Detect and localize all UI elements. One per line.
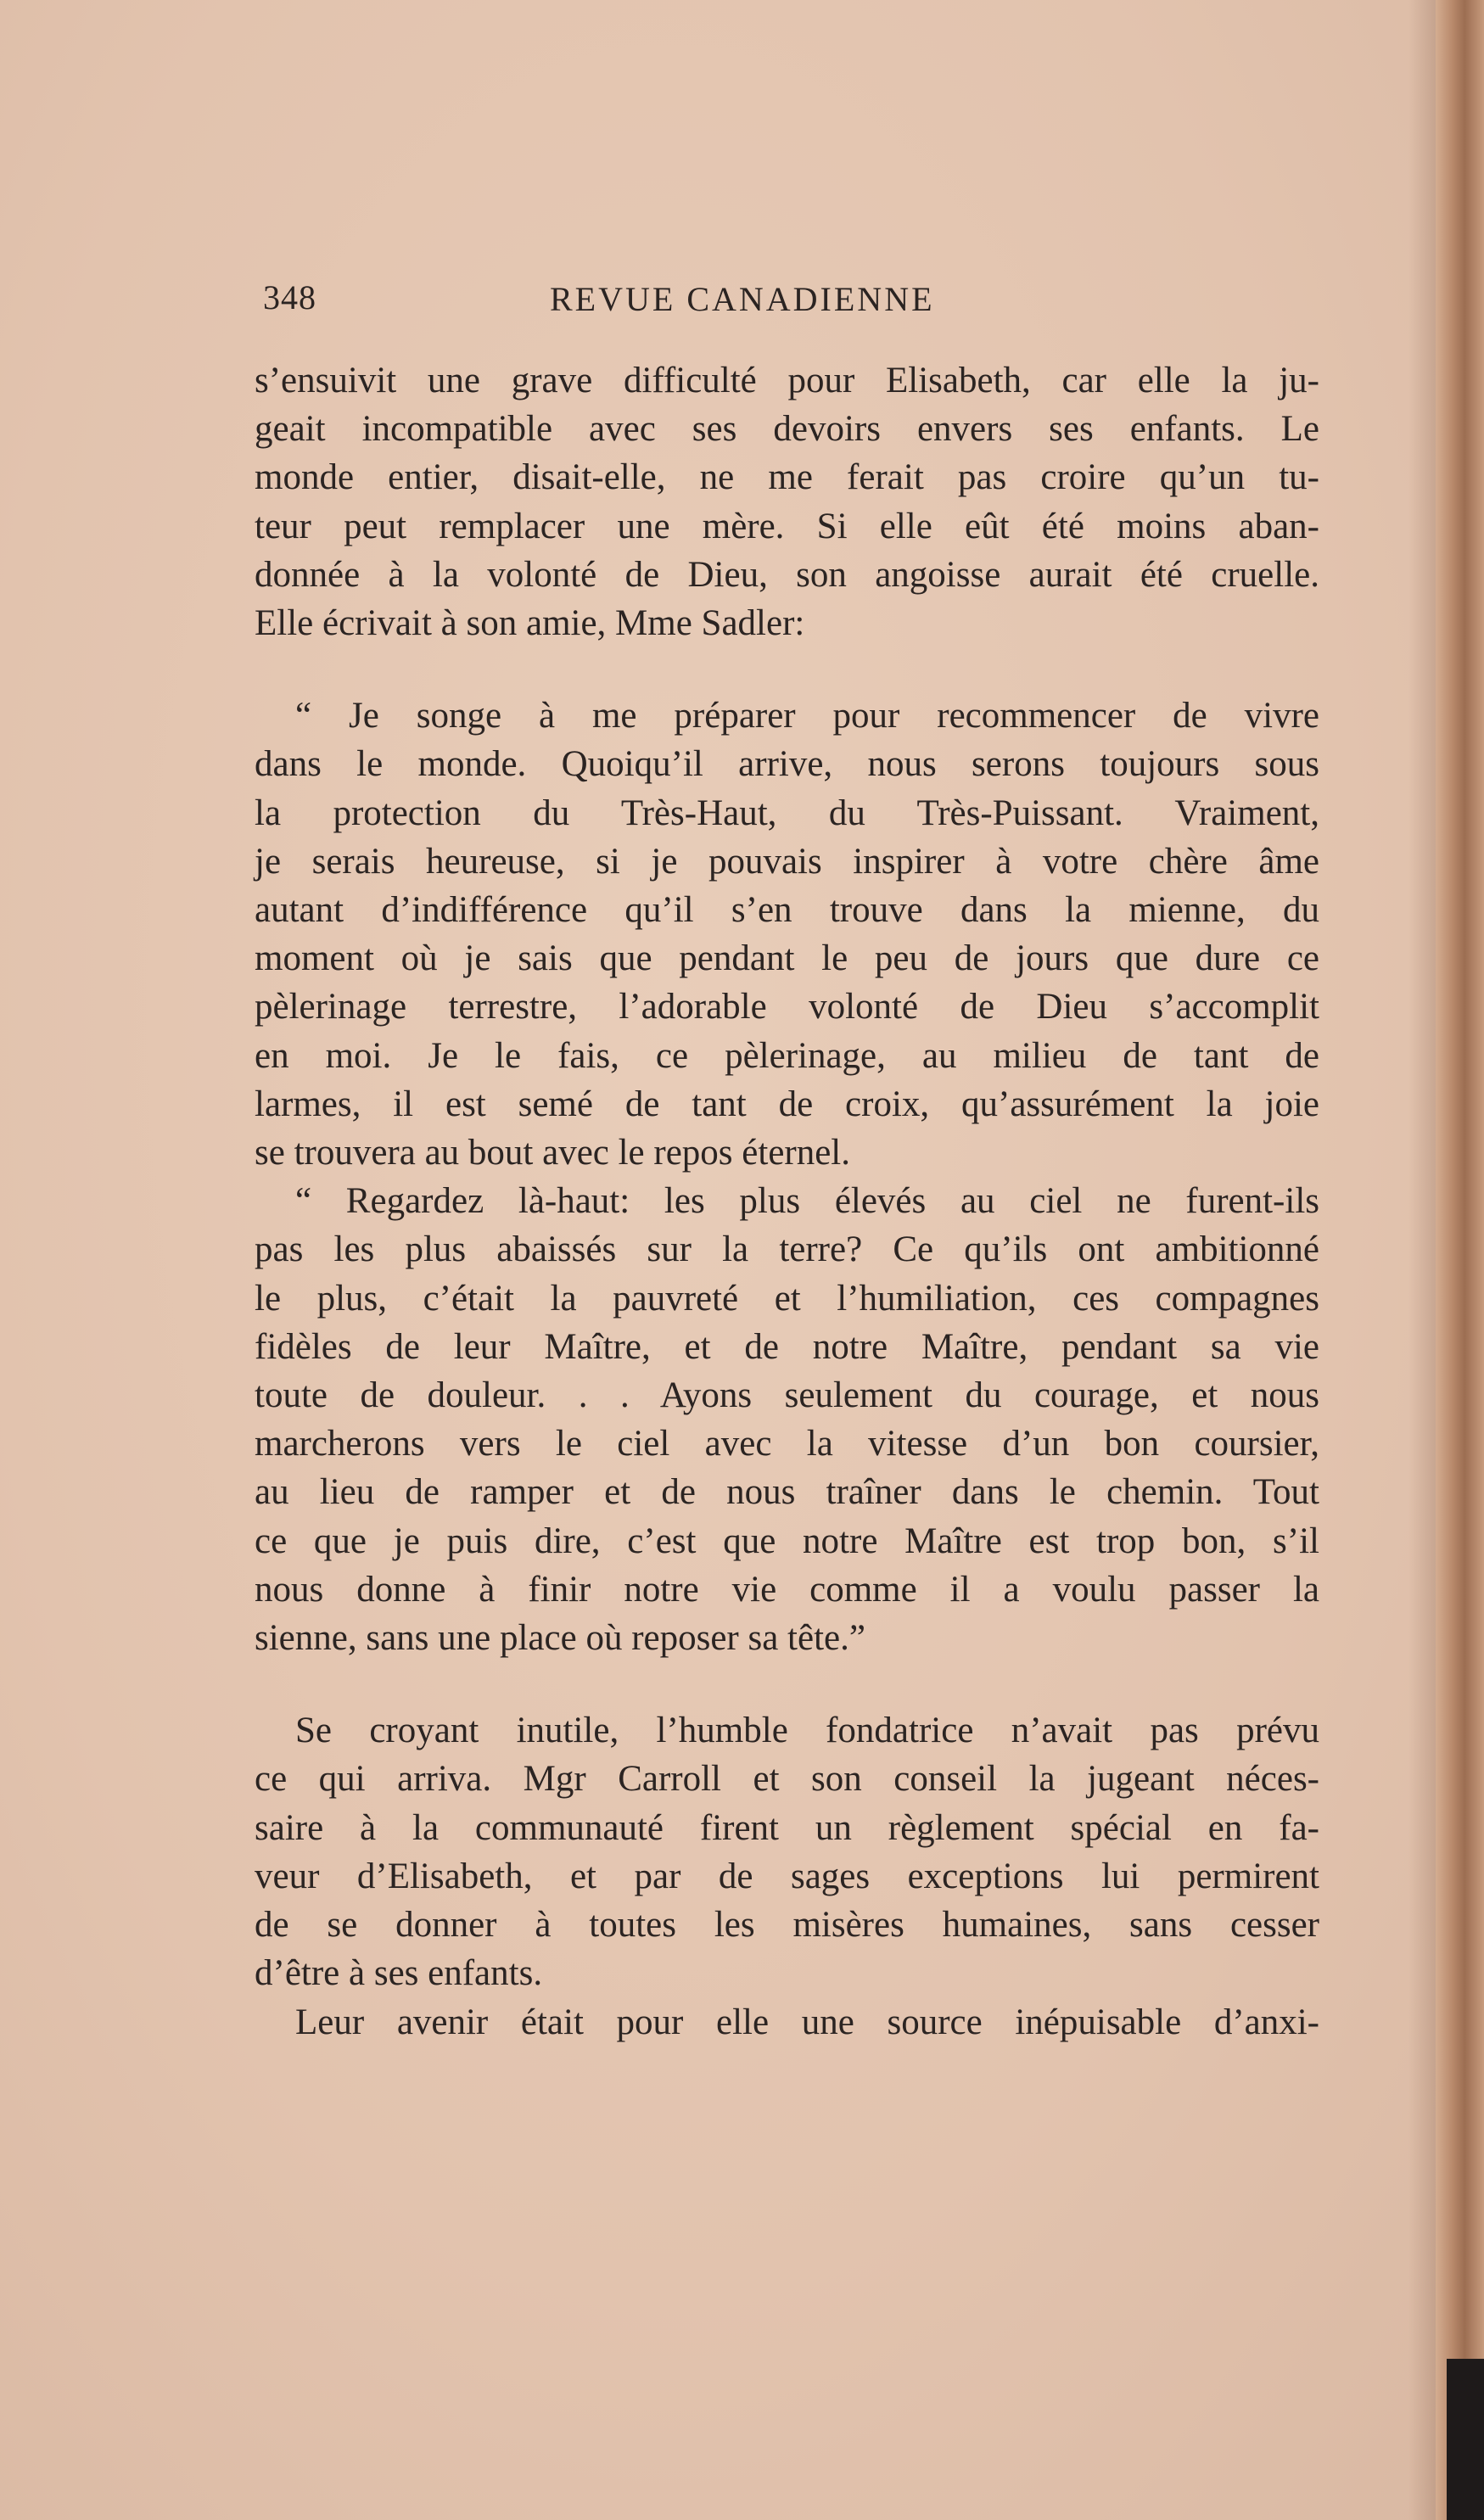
gutter-shadow bbox=[1408, 0, 1437, 2520]
text-line: monde entier, disait-elle, ne me ferait pas croire qu’un tu- bbox=[255, 457, 1319, 498]
book-spine bbox=[1436, 0, 1484, 2520]
paragraph-gap bbox=[255, 647, 1319, 692]
paragraph bbox=[255, 1706, 1319, 1997]
text-line: au lieu de ramper et de nous traîner dans le chemin. Tout bbox=[255, 1472, 1319, 1513]
page-corner-shadow bbox=[1447, 2359, 1484, 2520]
text-line: la protection du Très-Haut, du Très-Puissant. Vraiment, bbox=[255, 792, 1319, 833]
page-header bbox=[263, 277, 1366, 328]
text-line: en moi. Je le fais, ce pèlerinage, au milieu de tant de bbox=[255, 1035, 1319, 1076]
text-line: toute de douleur. . . Ayons seulement du courage, et nous bbox=[255, 1375, 1319, 1416]
running-title: REVUE CANADIENNE bbox=[550, 280, 935, 318]
text-line: teur peut remplacer une mère. Si elle eût été moins aban- bbox=[255, 506, 1319, 546]
text-line: je serais heureuse, si je pouvais inspirer à votre chère âme bbox=[255, 841, 1319, 882]
text-line: pas les plus abaissés sur la terre? Ce qu’ils ont ambitionné bbox=[255, 1229, 1319, 1270]
text-line: de se donner à toutes les misères humaines, sans cesser bbox=[255, 1905, 1319, 1946]
text-line: autant d’indifférence qu’il s’en trouve dans la mienne, du bbox=[255, 890, 1319, 931]
text-line: d’être à ses enfants. bbox=[255, 1953, 543, 1994]
text-line: s’ensuivit une grave difficulté pour Elisabeth, car elle la ju- bbox=[255, 361, 1319, 400]
text-line: sienne, sans une place où reposer sa tête.” bbox=[255, 1618, 865, 1659]
text-line: saire à la communauté firent un règlement spécial en fa- bbox=[255, 1807, 1319, 1848]
text-line: Se croyant inutile, l’humble fondatrice n’avait pas prévu bbox=[295, 1711, 1319, 1751]
paragraph bbox=[255, 356, 1319, 647]
paragraph bbox=[255, 1998, 1319, 2047]
text-line: fidèles de leur Maître, et de notre Maître, pendant sa vie bbox=[255, 1326, 1319, 1367]
text-line: marcherons vers le ciel avec la vitesse d’un bon coursier, bbox=[255, 1424, 1319, 1464]
text-line: ce que je puis dire, c’est que notre Maître est trop bon, s’il bbox=[255, 1520, 1319, 1561]
text-line: nous donne à finir notre vie comme il a voulu passer la bbox=[255, 1569, 1319, 1610]
page-number: 348 bbox=[263, 278, 316, 316]
text-line: se trouvera au bout avec le repos éternel. bbox=[255, 1133, 851, 1173]
paragraph-gap bbox=[255, 1662, 1319, 1706]
text-line: “ Je songe à me préparer pour recommencer de vivre bbox=[295, 696, 1319, 736]
text-line: moment où je sais que pendant le peu de jours que dure ce bbox=[255, 938, 1319, 979]
quotation-paragraph bbox=[255, 1177, 1319, 1662]
text-line: Leur avenir était pour elle une source inépuisable d’anxi- bbox=[295, 2002, 1319, 2042]
text-line: le plus, c’était la pauvreté et l’humiliation, ces compagnes bbox=[255, 1278, 1319, 1319]
body-text bbox=[255, 356, 1319, 2047]
text-line: donnée à la volonté de Dieu, son angoisse aurait été cruelle. bbox=[255, 554, 1319, 595]
text-line: geait incompatible avec ses devoirs envers ses enfants. Le bbox=[255, 409, 1319, 450]
text-line: ce qui arriva. Mgr Carroll et son conseil la jugeant néces- bbox=[255, 1759, 1319, 1800]
text-line: “ Regardez là-haut: les plus élevés au ciel ne furent-ils bbox=[295, 1181, 1319, 1222]
text-line: pèlerinage terrestre, l’adorable volonté de Dieu s’accomplit bbox=[255, 987, 1319, 1028]
quotation-paragraph bbox=[255, 692, 1319, 1177]
text-line: larmes, il est semé de tant de croix, qu’assurément la joie bbox=[255, 1084, 1319, 1124]
text-line: Elle écrivait à son amie, Mme Sadler: bbox=[255, 603, 805, 644]
text-line: dans le monde. Quoiqu’il arrive, nous serons toujours sous bbox=[255, 744, 1319, 785]
text-line: veur d’Elisabeth, et par de sages exceptions lui permirent bbox=[255, 1856, 1319, 1896]
